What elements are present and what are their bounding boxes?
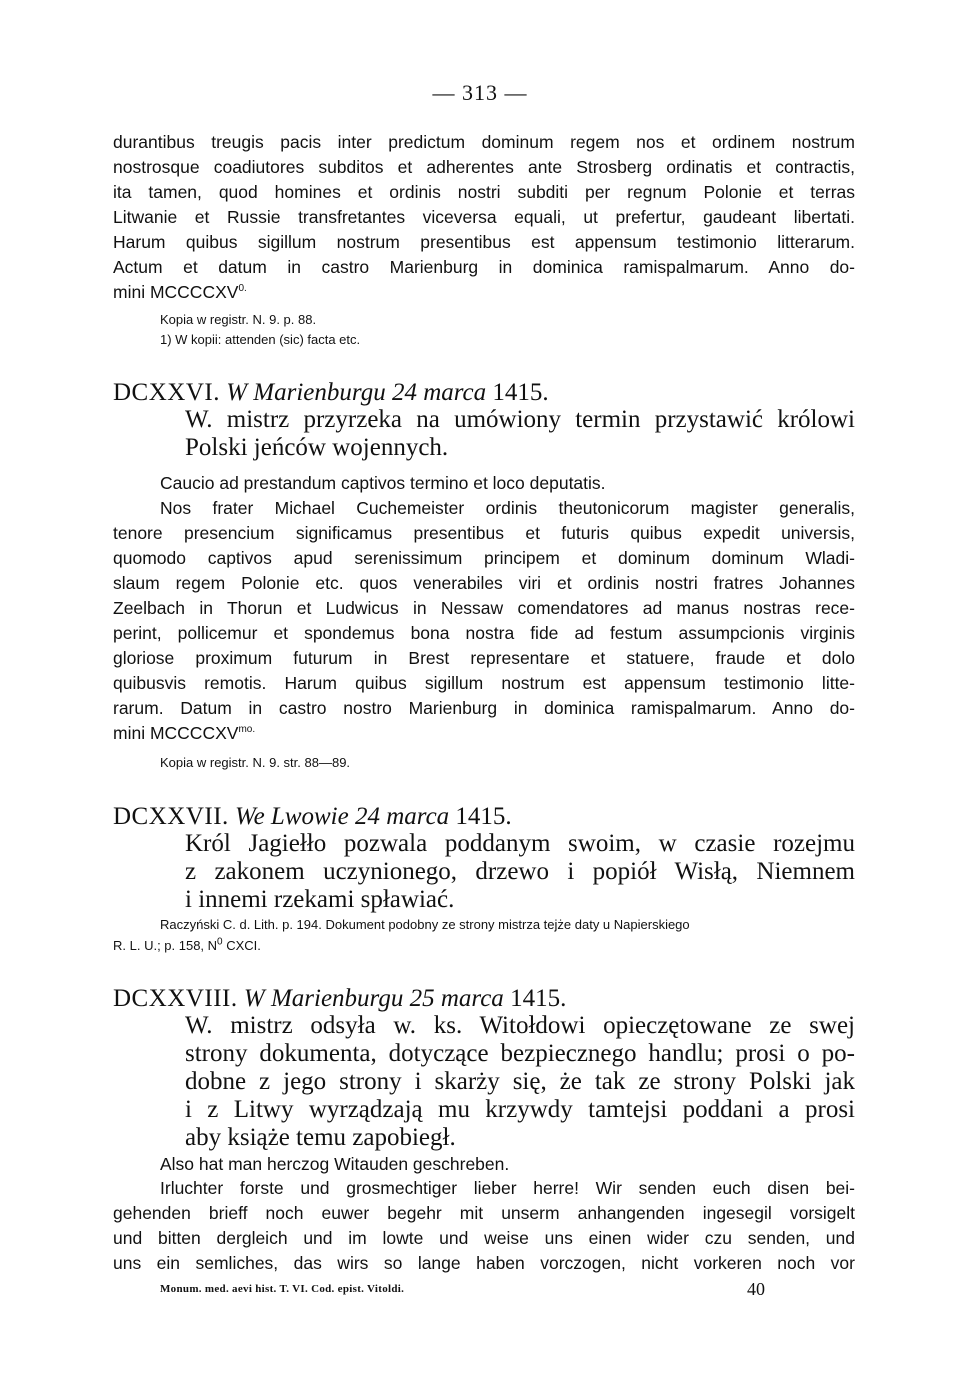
document-summary-627 bbox=[185, 830, 855, 914]
text-line: tenore presencium significamus presentibus et futuris quibus expedit universis, bbox=[113, 523, 855, 543]
text-line: mini $MCCCCXV^{0.}$ bbox=[113, 282, 247, 302]
document-caption-626 bbox=[113, 471, 855, 496]
document-place-date: We Lwowie 24 marca bbox=[235, 803, 450, 830]
document-note-627 bbox=[113, 914, 855, 956]
summary-line: i innemi rzekami spławiać. bbox=[185, 886, 455, 913]
document-year: 1415. bbox=[492, 379, 549, 406]
continuation-paragraph bbox=[113, 130, 855, 305]
document-place-date: W Marienburgu 25 marca bbox=[243, 985, 504, 1012]
summary-line: Polski jeńców wojennych. bbox=[185, 434, 449, 461]
text-line: Irluchter forste und grosmechtiger lieber herre! Wir senden euch disen bei- bbox=[160, 1178, 855, 1198]
text-line: durantibus treugis pacis inter predictum dominum regem nos et ordinem nostrum bbox=[113, 132, 855, 152]
text-line: Actum et datum in castro Marienburg in dominica ramispalmarum. Anno do- bbox=[113, 257, 855, 277]
document-heading-626 bbox=[113, 380, 855, 406]
document-number: DCXXVI. bbox=[113, 379, 220, 406]
summary-line: aby książe temu zapobiegł. bbox=[185, 1124, 456, 1151]
kopia-note bbox=[160, 310, 855, 350]
text-line: und bitten dergleich und im lowte und weise uns einen wider czu senden, und bbox=[113, 1228, 855, 1248]
summary-line: i z Litwy wyrządzają mu krzywdy tamtejsi poddani a prosi bbox=[185, 1096, 855, 1123]
signature-mark: 40 bbox=[747, 1279, 765, 1299]
summary-line: z zakonem uczynionego, drzewo i popiół Wisłą, Niemnem bbox=[185, 858, 855, 885]
note-line: R. L. U.; p. 158, $N^0$ CXCI. bbox=[113, 936, 261, 953]
document-summary-626 bbox=[185, 406, 855, 462]
text-line: nostrosque coadiutores subditos et adherentes ante Strosberg ordinatis et contractis, bbox=[113, 157, 855, 177]
summary-line: W. mistrz odsyła w. ks. Witołdowi opieczętowane ze swej bbox=[185, 1012, 855, 1039]
kopia-note-626 bbox=[160, 753, 855, 773]
document-caption-628 bbox=[113, 1152, 855, 1177]
text-line: ita tamen, quod homines et ordinis nostri subditi per regnum Polonie et terras bbox=[113, 182, 855, 202]
text-line: Nos frater Michael Cuchemeister ordinis theutonicorum magister generalis, bbox=[160, 498, 855, 518]
document-year: 1415. bbox=[455, 803, 512, 830]
document-place-date: W Marienburgu 24 marca bbox=[226, 379, 487, 406]
kopia-reference: Kopia w registr. N. 9. p. 88. bbox=[160, 312, 317, 327]
text-line: Harum quibus sigillum nostrum presentibus est appensum testimonio litterarum. bbox=[113, 232, 855, 252]
text-line: uns ein semliches, das wirs so lange haben vorczogen, nicht vorkeren noch vor bbox=[113, 1253, 855, 1273]
document-year: 1415. bbox=[510, 985, 567, 1012]
text-line: Litwanie et Russie transfretantes viceversa equali, ut prefertur, gaudeant libertati. bbox=[113, 207, 855, 227]
footnote-marker: 1) bbox=[160, 332, 172, 347]
document-number: DCXXVII. bbox=[113, 803, 229, 830]
caption-line: Also hat man herczog Witauden geschreben. bbox=[160, 1154, 510, 1174]
text-line: gehenden brieff noch euwer begehr mit unserm anhangenden ingesegil vorsigelt bbox=[113, 1203, 855, 1223]
text-line: rarum. Datum in castro nostro Marienburg in dominica ramispalmarum. Anno do- bbox=[113, 698, 855, 718]
document-summary-628 bbox=[185, 1012, 855, 1152]
summary-line: dobne z jego strony i skarży się, że tak ze strony Polski jak bbox=[185, 1068, 855, 1095]
document-body-628 bbox=[113, 1176, 855, 1276]
text-line: Zeelbach in Thorun et Ludwicus in Nessaw comendatores ad manus nostras rece- bbox=[113, 598, 855, 618]
page-number: — 313 — bbox=[432, 80, 528, 105]
text-line: gloriose proximum futurum in Brest representare et statuere, fraude et dolo bbox=[113, 648, 855, 668]
text-line: slaum regem Polonie etc. quos venerabiles viri et ordinis nostri fratres Johannes bbox=[113, 573, 855, 593]
summary-line: W. mistrz przyrzeka na umówiony termin przystawić królowi bbox=[185, 406, 855, 433]
summary-line: Król Jagiełło pozwala poddanym swoim, w czasie rozejmu bbox=[185, 830, 855, 857]
caption-line: Caucio ad prestandum captivos termino et loco deputatis. bbox=[160, 473, 606, 493]
series-footer: Monum. med. aevi hist. T. VI. Cod. epist. Vitoldi. bbox=[160, 1283, 405, 1295]
document-number: DCXXVIII. bbox=[113, 985, 238, 1012]
document-heading-627 bbox=[113, 804, 855, 830]
text-line: quibusvis remotis. Harum quibus sigillum nostrum est appensum testimonio litte- bbox=[113, 673, 855, 693]
document-heading-628 bbox=[113, 986, 855, 1012]
text-line: perint, pollicemur et spondemus bona nostra fide ad festum assumpcionis virginis bbox=[113, 623, 855, 643]
kopia-reference: Kopia w registr. N. 9. str. 88—89. bbox=[160, 755, 351, 770]
note-line: Raczyński C. d. Lith. p. 194. Dokument podobny ze strony mistrza tejże daty u Napierskiego bbox=[160, 917, 690, 932]
text-line: quomodo captivos apud serenissimum principem et dominum dominum Wladi- bbox=[113, 548, 855, 568]
document-body-626 bbox=[113, 496, 855, 746]
summary-line: strony dokumenta, dotyczące bezpiecznego handlu; prosi o po- bbox=[185, 1040, 855, 1067]
text-line: mini $MCCCCXV^{mo.}$ bbox=[113, 723, 256, 743]
footnote: 1) W kopii: attenden (sic) facta etc. bbox=[160, 332, 361, 347]
